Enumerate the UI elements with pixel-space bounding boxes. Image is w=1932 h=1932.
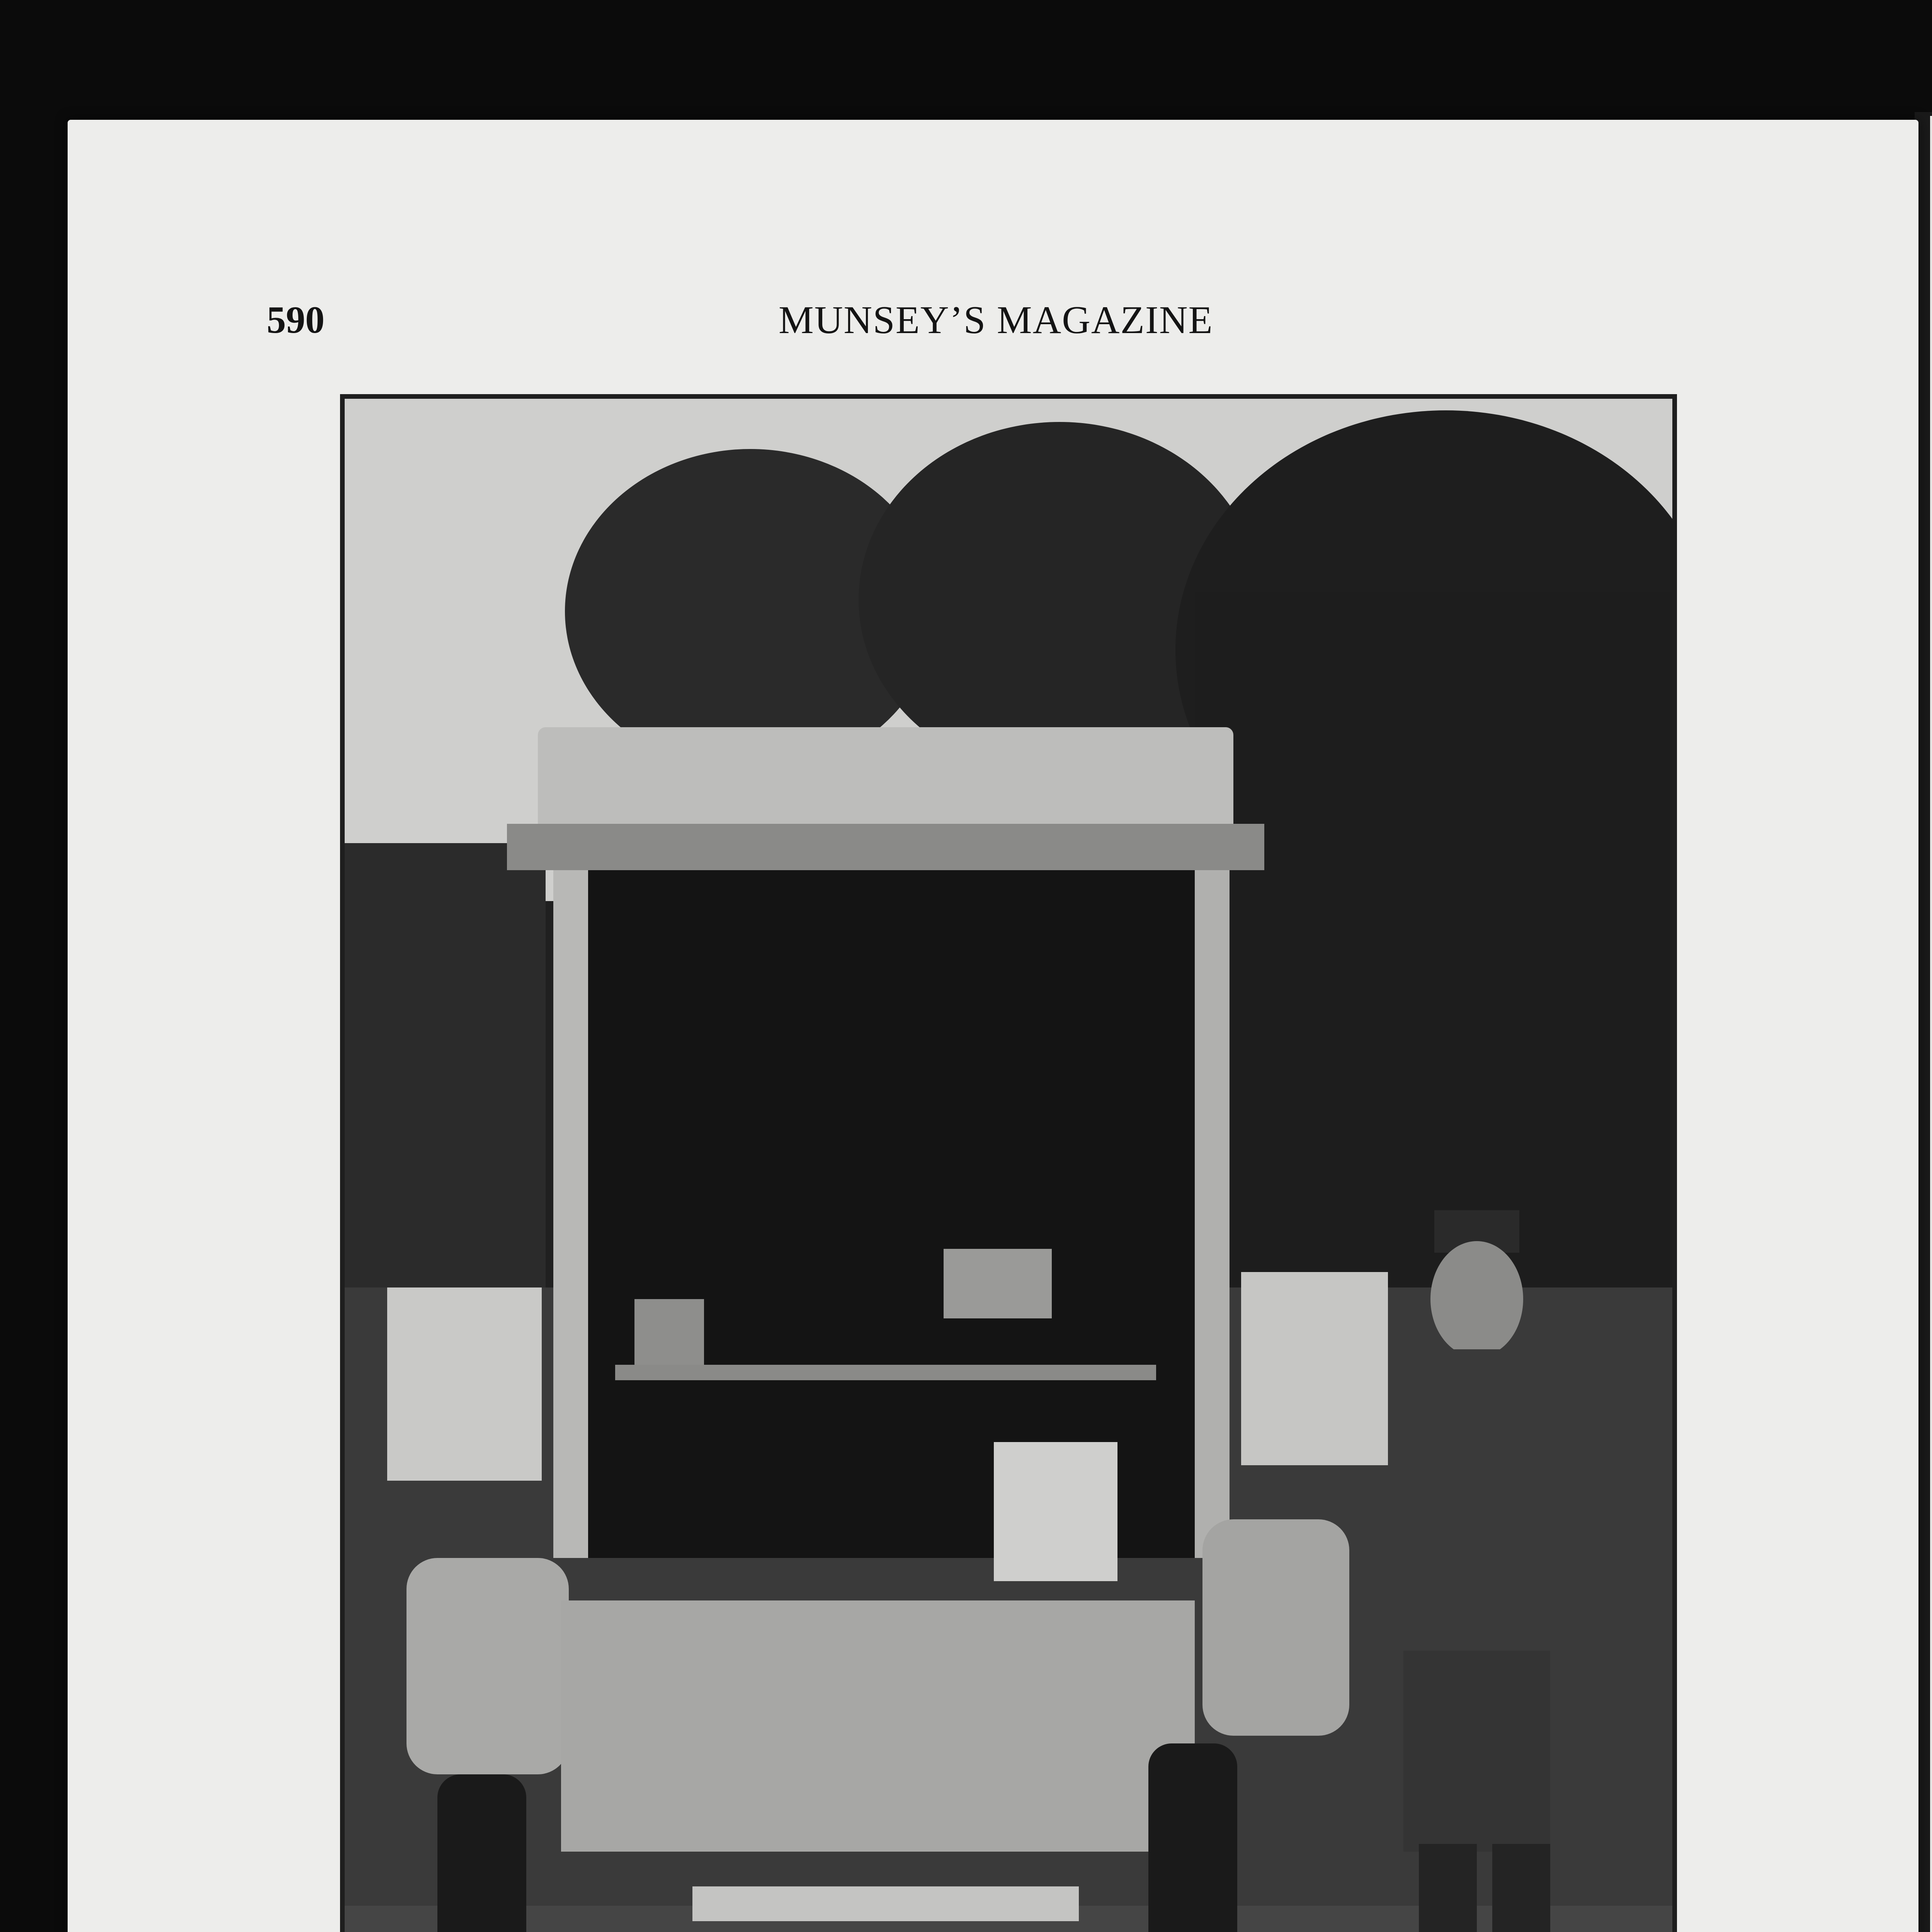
article-photograph	[340, 394, 1677, 1932]
motor-truck-photo	[345, 399, 1672, 1932]
page-number: 590	[267, 298, 325, 341]
adjacent-page-edge	[1930, 116, 1932, 1932]
running-head	[267, 298, 1692, 348]
magazine-title: MUNSEY’S MAGAZINE	[779, 298, 1213, 342]
